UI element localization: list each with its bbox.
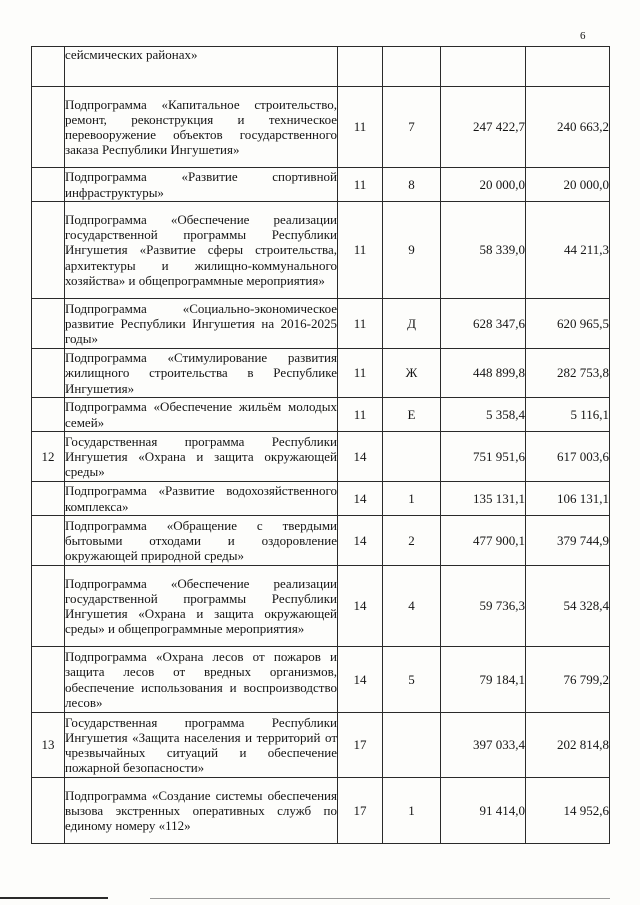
program-code: 14	[338, 516, 383, 566]
row-number	[32, 398, 65, 432]
row-number	[32, 47, 65, 87]
amount-executed: 202 814,8	[526, 713, 610, 778]
amount-executed	[526, 47, 610, 87]
program-name: Государственная программа Республики Ингушетия «Охрана и защита окружающей среды»	[65, 432, 338, 482]
program-name: Подпрограмма «Обращение с твердыми бытовыми отходами и оздоровление окружающей природной среды»	[65, 516, 338, 566]
subprogram-code: 7	[383, 87, 441, 168]
row-number	[32, 168, 65, 202]
subprogram-code: 5	[383, 647, 441, 713]
amount-planned: 59 736,3	[441, 566, 526, 647]
subprogram-code: 1	[383, 778, 441, 844]
subprogram-code: Д	[383, 299, 441, 349]
program-name: Государственная программа Республики Ингушетия «Защита населения и территорий от чрезвычайных ситуаций и обеспечение пожарной безопасности»	[65, 713, 338, 778]
amount-planned	[441, 47, 526, 87]
amount-planned: 20 000,0	[441, 168, 526, 202]
row-number	[32, 566, 65, 647]
subprogram-code	[383, 432, 441, 482]
table-row	[32, 713, 610, 778]
program-code: 11	[338, 168, 383, 202]
amount-executed: 620 965,5	[526, 299, 610, 349]
program-code: 17	[338, 778, 383, 844]
table-row	[32, 566, 610, 647]
subprogram-code: 9	[383, 202, 441, 299]
row-number: 12	[32, 432, 65, 482]
amount-executed: 617 003,6	[526, 432, 610, 482]
amount-executed: 20 000,0	[526, 168, 610, 202]
program-name: сейсмических районах»	[65, 47, 338, 87]
subprogram-code: 8	[383, 168, 441, 202]
program-code: 11	[338, 349, 383, 398]
table-row	[32, 87, 610, 168]
amount-executed: 379 744,9	[526, 516, 610, 566]
row-number	[32, 778, 65, 844]
program-code: 14	[338, 482, 383, 516]
subprogram-code	[383, 47, 441, 87]
program-name: Подпрограмма «Обеспечение жильём молодых семей»	[65, 399, 337, 430]
row-number	[32, 482, 65, 516]
amount-planned: 58 339,0	[441, 202, 526, 299]
program-name: Подпрограмма «Развитие водохозяйственного комплекса»	[65, 483, 337, 514]
row-number	[32, 202, 65, 299]
row-number	[32, 349, 65, 398]
amount-executed: 76 799,2	[526, 647, 610, 713]
page-number: 6	[580, 30, 586, 42]
program-code: 14	[338, 647, 383, 713]
program-code: 14	[338, 566, 383, 647]
table-row	[32, 202, 610, 299]
row-number	[32, 87, 65, 168]
row-number	[32, 647, 65, 713]
program-name: Подпрограмма «Социально-экономическое развитие Республики Ингушетия на 2016-2025 годы»	[65, 299, 338, 349]
subprogram-code: Ж	[383, 349, 441, 398]
amount-planned: 79 184,1	[441, 647, 526, 713]
amount-planned: 628 347,6	[441, 299, 526, 349]
table-row	[32, 299, 610, 349]
subprogram-code: 2	[383, 516, 441, 566]
table-row	[32, 516, 610, 566]
program-name: Подпрограмма «Обеспечение реализации государственной программы Республики Ингушетия «Охрана и защита окружающей среды» и общепрограммные мероприятия»	[65, 566, 338, 647]
bottom-rule-faint	[150, 898, 610, 899]
program-name: Подпрограмма «Стимулирование развития жилищного строительства в Республике Ингушетия»	[65, 350, 337, 396]
table-row	[32, 778, 610, 844]
program-name: Подпрограмма «Охрана лесов от пожаров и защита лесов от вредных организмов, обеспечение использования и воспроизводство лесов»	[65, 647, 338, 713]
amount-executed: 54 328,4	[526, 566, 610, 647]
program-code: 11	[338, 202, 383, 299]
amount-executed: 282 753,8	[526, 349, 610, 398]
amount-planned: 751 951,6	[441, 432, 526, 482]
program-name: Подпрограмма «Обеспечение реализации государственной программы Республики Ингушетия «Развитие сферы строительства, архитектуры и жилищно-коммунального хозяйства» и общепрограммные мероприятия»	[65, 202, 338, 299]
table-row	[32, 168, 610, 202]
program-name: Подпрограмма «Создание системы обеспечения вызова экстренных оперативных служб по единому номеру «112»	[65, 778, 338, 844]
table-row	[32, 349, 610, 398]
budget-table	[31, 46, 610, 844]
program-code: 14	[338, 432, 383, 482]
amount-planned: 247 422,7	[441, 87, 526, 168]
program-code: 11	[338, 87, 383, 168]
row-number	[32, 299, 65, 349]
table-row	[32, 47, 610, 87]
amount-planned: 135 131,1	[441, 482, 526, 516]
program-code: 11	[338, 299, 383, 349]
amount-planned: 5 358,4	[441, 398, 526, 432]
subprogram-code: 4	[383, 566, 441, 647]
program-name: Подпрограмма «Развитие спортивной инфраструктуры»	[65, 169, 337, 200]
subprogram-code: 1	[383, 482, 441, 516]
amount-executed: 240 663,2	[526, 87, 610, 168]
table-row	[32, 432, 610, 482]
row-number	[32, 516, 65, 566]
amount-planned: 397 033,4	[441, 713, 526, 778]
subprogram-code	[383, 713, 441, 778]
amount-planned: 448 899,8	[441, 349, 526, 398]
program-name: Подпрограмма «Капитальное строительство, ремонт, реконструкция и техническое перевооружение объектов государственного заказа Республики Ингушетия»	[65, 87, 338, 168]
amount-executed: 5 116,1	[526, 398, 610, 432]
amount-executed: 44 211,3	[526, 202, 610, 299]
program-code	[338, 47, 383, 87]
program-code: 11	[338, 398, 383, 432]
amount-executed: 106 131,1	[526, 482, 610, 516]
subprogram-code: Е	[383, 398, 441, 432]
amount-planned: 477 900,1	[441, 516, 526, 566]
table-row	[32, 482, 610, 516]
amount-planned: 91 414,0	[441, 778, 526, 844]
bottom-rule	[0, 897, 108, 899]
row-number: 13	[32, 713, 65, 778]
amount-executed: 14 952,6	[526, 778, 610, 844]
table-row	[32, 647, 610, 713]
table-row	[32, 398, 610, 432]
program-code: 17	[338, 713, 383, 778]
